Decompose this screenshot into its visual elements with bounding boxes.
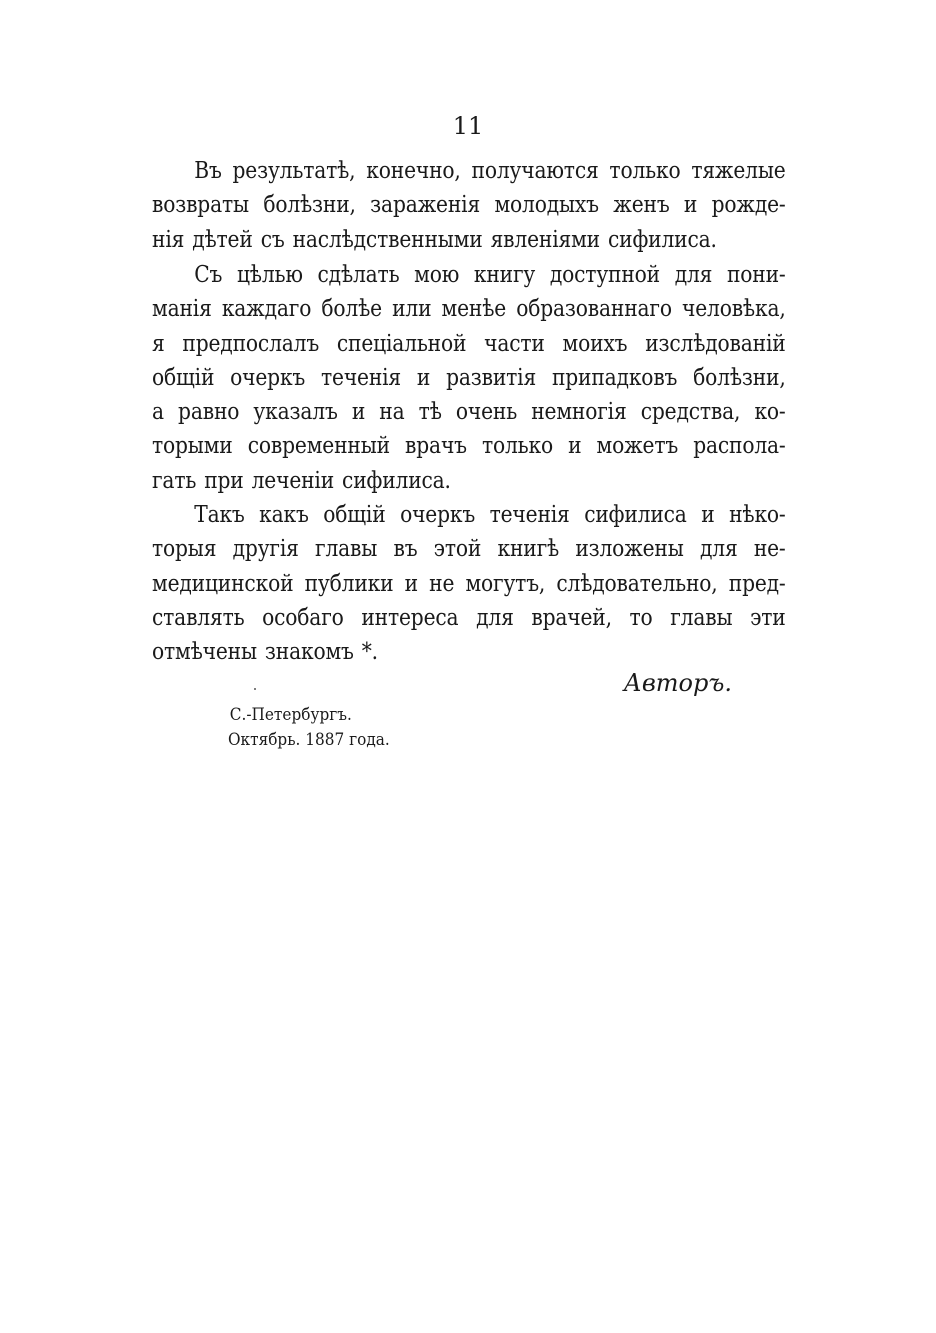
paragraph-line: Съ цѣлью сдѣлать мою книгу доступной для пони- <box>194 262 786 288</box>
date-text: Октябрь. 1887 года. <box>228 730 390 750</box>
paragraph-2 <box>152 258 786 498</box>
paragraph-line: Въ результатѣ, конечно, получаются только тяжелые <box>194 158 786 184</box>
paragraph-line: медицинской публики и не могутъ, слѣдовательно, пред- <box>152 570 786 597</box>
paragraph-line: торыми современный врачъ только и можетъ распола- <box>152 433 786 460</box>
paragraph-line: я предпослалъ спеціальной части моихъ изслѣдованій <box>152 330 786 357</box>
page-number: 11 <box>452 112 484 140</box>
paragraph-1 <box>152 154 786 257</box>
author-signature: Авторъ. <box>623 669 732 697</box>
paragraph-line: манія каждаго болѣе или менѣе образованнаго человѣка, <box>152 296 786 323</box>
place-text: С.-Петербургъ. <box>229 705 352 725</box>
paragraph-line: ставлять особаго интереса для врачей, то главы эти <box>152 604 786 631</box>
paragraph-3 <box>152 498 786 669</box>
place-date-block <box>228 703 390 753</box>
paragraph-line: возвраты болѣзни, зараженія молодыхъ женъ и рожде- <box>152 192 786 219</box>
paragraph-line: Такъ какъ общій очеркъ теченія сифилиса и нѣко- <box>194 502 786 528</box>
paragraph-line: отмѣчены знакомъ *. <box>152 639 378 666</box>
paragraph-line: нія дѣтей съ наслѣдственными явленіями сифилиса. <box>152 226 717 253</box>
paragraph-line: а равно указалъ и на тѣ очень немногія средства, ко- <box>152 399 786 426</box>
paragraph-line: общій очеркъ теченія и развитія припадковъ болѣзни, <box>152 364 786 391</box>
paragraph-line: торыя другія главы въ этой книгѣ изложены для не- <box>152 536 786 563</box>
paragraph-line: гать при леченіи сифилиса. <box>152 467 451 494</box>
print-speck <box>254 688 256 690</box>
